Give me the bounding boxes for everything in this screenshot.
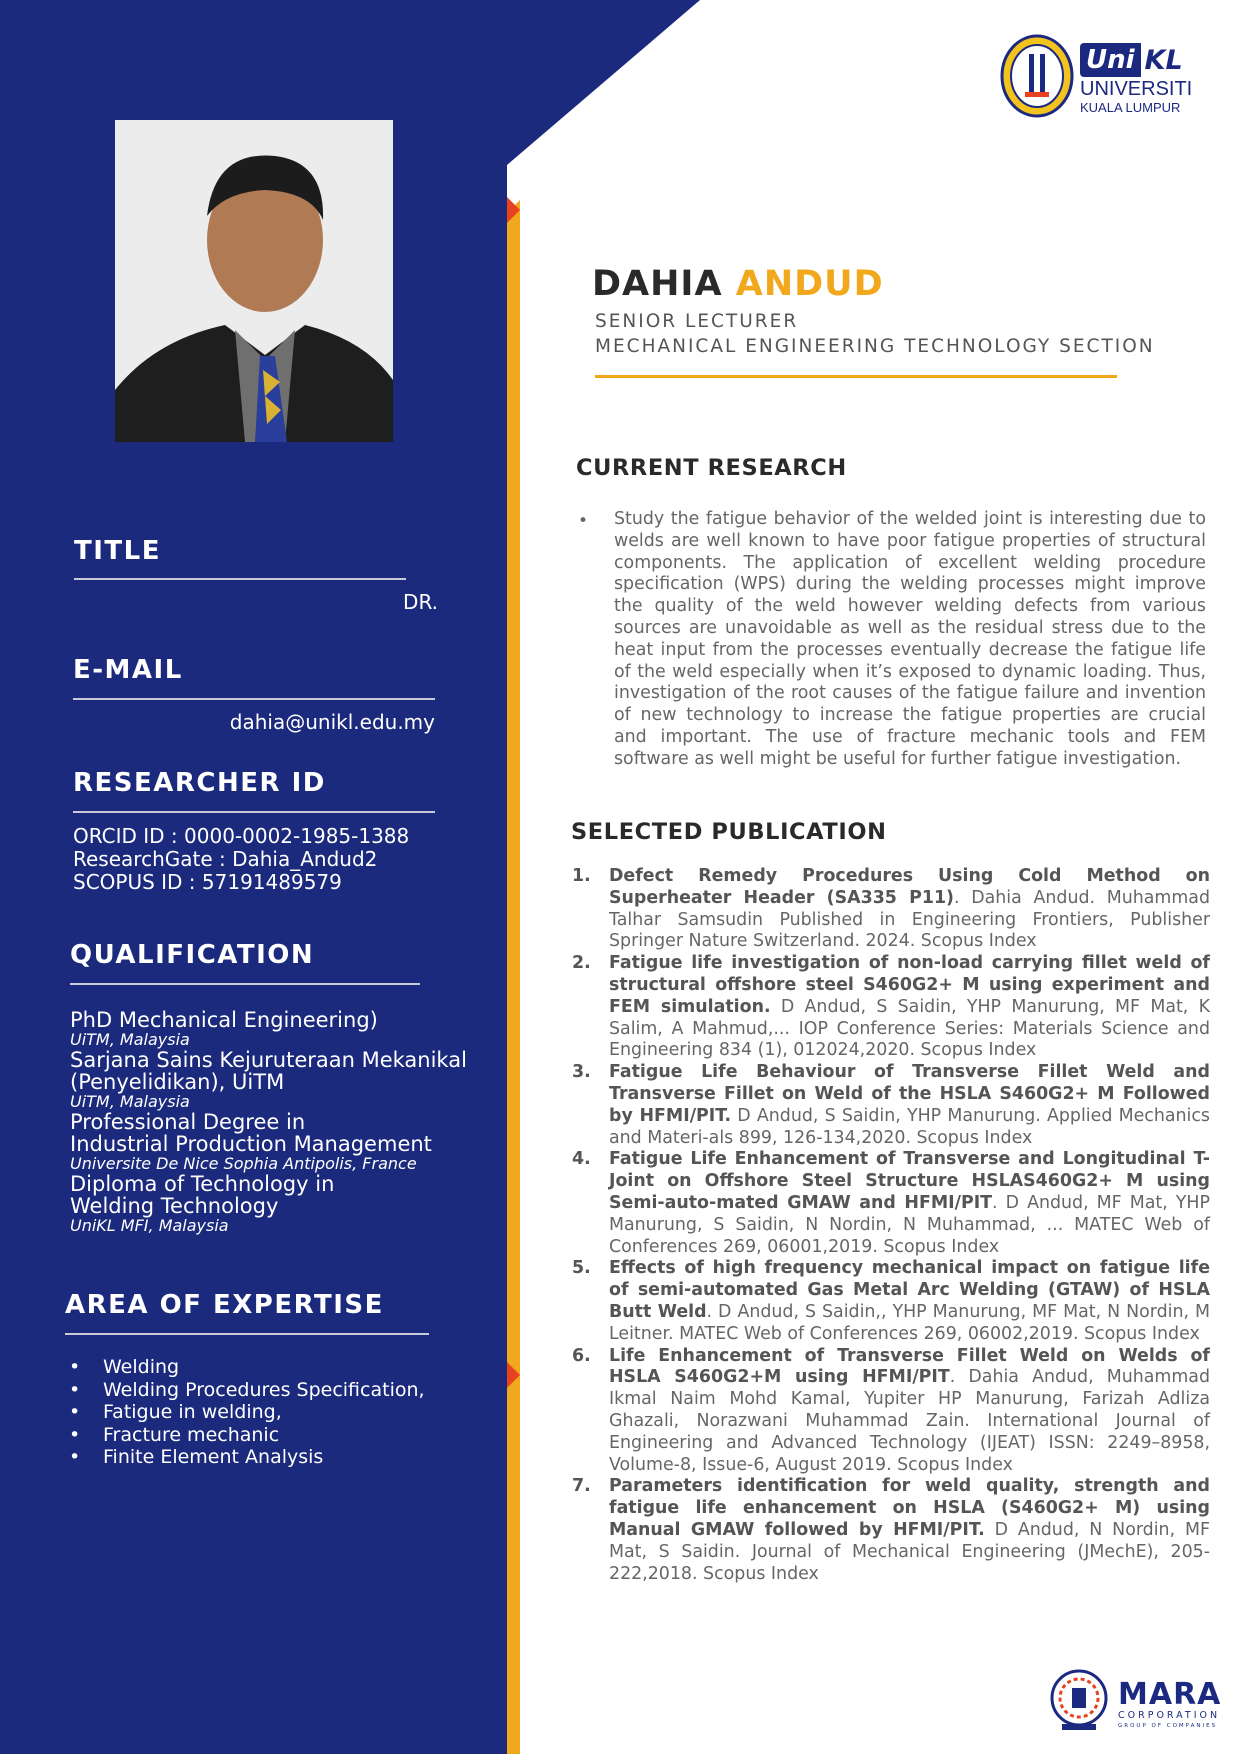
brand-kl: KL — [1144, 44, 1183, 76]
qualification-degree: (Penyelidikan), UiTM — [70, 1070, 285, 1094]
expertise-list — [67, 1356, 467, 1469]
qualification-heading: QUALIFICATION — [70, 940, 315, 970]
mara-logo — [1118, 1677, 1222, 1730]
brand-uni: Uni — [1080, 43, 1141, 77]
publication-number: 5. — [572, 1258, 591, 1279]
researcher-id-divider — [73, 811, 435, 813]
title-heading: TITLE — [74, 536, 161, 566]
publication-number: 4. — [572, 1149, 591, 1170]
name-divider — [595, 375, 1117, 378]
bullet-icon: • — [578, 511, 589, 531]
publication-list — [572, 866, 1210, 1585]
publication-item — [572, 1476, 1210, 1585]
title-divider — [74, 578, 406, 580]
section-name: MECHANICAL ENGINEERING TECHNOLOGY SECTION — [595, 336, 1155, 357]
qualification-degree: Welding Technology — [70, 1194, 279, 1218]
last-name: ANDUD — [735, 264, 884, 304]
publication-details: . Dahia Andud, Muhammad Ikmal Naim Mohd Kamal, Yupiter HP Manurung, Farizah Adliza Ghazali, Norazwani Muhammad Zain. International Journal of Engineering and Advanced Technology (IJEAT) ISSN: 2249–8958, Volume-8, Issue-6, August 2019. Scopus Index — [609, 1367, 1210, 1475]
profile-name — [592, 264, 884, 304]
brand-line1: UNIVERSITI — [1080, 78, 1193, 100]
publication-details: . D Andud, MF Mat, YHP Manurung, S Saidin, N Nordin, N Muhammad, ... MATEC Web of Conferences 269, 06001,2019. Scopus Index — [609, 1192, 1210, 1257]
publication-item — [572, 1258, 1210, 1345]
researchgate-id: ResearchGate : Dahia_Andud2 — [73, 847, 378, 871]
current-research-heading: CURRENT RESEARCH — [576, 455, 847, 481]
publication-item — [572, 1062, 1210, 1149]
qualification-item — [70, 1173, 490, 1235]
qualification-item — [70, 1049, 490, 1111]
qualification-divider — [70, 983, 420, 985]
scopus-id: SCOPUS ID : 57191489579 — [73, 870, 342, 894]
publication-details: . D Andud, S Saidin,, YHP Manurung, MF Mat, N Nordin, M Leitner. MATEC Web of Conferences 269, 06002,2019. Scopus Index — [609, 1301, 1210, 1344]
qualification-institution: UiTM, Malaysia — [70, 1030, 190, 1049]
mara-brand: MARA — [1118, 1677, 1222, 1712]
qualification-item — [70, 1111, 490, 1173]
publication-item — [572, 866, 1210, 953]
unikl-seal-icon — [1000, 34, 1074, 118]
publication-number: 1. — [572, 866, 591, 886]
publication-number: 6. — [572, 1345, 591, 1366]
publication-title: Fatigue Life Enhancement of Transverse and Longitudinal T-Joint on Offshore Steel Structure HSLAS460G2+ M using Semi-auto-mated GMAW and HFMI/PIT — [609, 1149, 1210, 1213]
publication-number: 7. — [572, 1476, 591, 1497]
title-value: DR. — [403, 590, 438, 614]
qualification-institution: UiTM, Malaysia — [70, 1092, 190, 1111]
mara-sub2: GROUP OF COMPANIES — [1118, 1723, 1218, 1729]
publication-details: D Andud, S Saidin, YHP Manurung, MF Mat, K Salim, A Mahmud,... IOP Conference Series: Materials Science and Engineering 834 (1), 012024,2020. Scopus Index — [609, 996, 1211, 1061]
publication-title: Defect Remedy Procedures Using Cold Method on Superheater Header (SA335 P11) — [609, 866, 1210, 908]
selected-publication-heading: SELECTED PUBLICATION — [571, 819, 887, 845]
publication-item — [572, 1149, 1210, 1258]
expertise-item: • Finite Element Analysis — [67, 1446, 467, 1469]
qualification-institution: Universite De Nice Sophia Antipolis, France — [70, 1154, 417, 1173]
qualification-item — [70, 1009, 490, 1049]
majlis-amanah-rakyat-seal-icon — [1050, 1668, 1108, 1734]
mara-sub1: CORPORATION — [1118, 1710, 1221, 1721]
position-title: SENIOR LECTURER — [595, 311, 799, 332]
qualification-degree: Industrial Production Management — [70, 1132, 432, 1156]
publication-details: D Andud, S Saidin, YHP Manurung. Applied Mechanics and Materi-als 899, 126-134,2020. Scopus Index — [609, 1105, 1210, 1148]
expertise-item: • Welding — [67, 1356, 467, 1379]
researcher-id-heading: RESEARCHER ID — [73, 768, 326, 798]
publication-title: Effects of high frequency mechanical impact on fatigue life of semi-automated Gas Metal Arc Welding (GTAW) of HSLA Butt Weld — [609, 1258, 1210, 1322]
qualification-institution: UniKL MFI, Malaysia — [70, 1216, 229, 1235]
researcher-id-list — [73, 825, 409, 894]
expertise-item: • Fracture mechanic — [67, 1424, 467, 1447]
expertise-heading: AREA OF EXPERTISE — [65, 1290, 384, 1320]
publication-details: . Dahia Andud. Muhammad Talhar Samsudin Published in Engineering Frontiers, Publisher Springer Nature Switzerland. 2024. Scopus Index — [609, 887, 1210, 952]
publication-number: 3. — [572, 1062, 591, 1083]
publication-title: Fatigue Life Behaviour of Transverse Fillet Weld and Transverse Fillet on Weld of the HSLA S460G2+ M Followed by HFMI/PIT. — [609, 1062, 1210, 1126]
current-research-text: Study the fatigue behavior of the welded joint is interesting due to welds are well known to have poor fatigue properties of structural components. The application of excellent welding procedure specification (WPS) during the welding processes might improve the quality of the weld however welding defects from various sources are unavoidable as well as the residual stress due to the heat input from the processes eventually decrease the fatigue life of the weld especially when it’s exposed to dynamic loading. Thus, investigation of the root causes of the fatigue failure and invention of new technology to increase the fatigue properties are crucial and important. The use of fracture mechanic tools and FEM software as well might be useful for further fatigue investigation. — [614, 509, 1206, 769]
publication-item — [572, 953, 1210, 1062]
qualification-degree: Sarjana Sains Kejuruteraan Mekanikal — [70, 1048, 467, 1072]
profile-photo — [115, 120, 393, 442]
qualification-degree: PhD Mechanical Engineering) — [70, 1008, 378, 1032]
publication-details: D Andud, N Nordin, MF Mat, S Saidin. Journal of Mechanical Engineering (JMechE), 205-222,2018. Scopus Index — [609, 1519, 1210, 1584]
publication-item — [572, 1346, 1210, 1477]
qualification-list — [70, 1009, 490, 1235]
expertise-item: • Fatigue in welding, — [67, 1401, 467, 1424]
email-heading: E-MAIL — [73, 655, 183, 685]
publication-title: Fatigue life investigation of non-load carrying fillet weld of structural offshore steel S460G2+ M using experiment and FEM simulation. — [609, 953, 1210, 1017]
publication-number: 2. — [572, 953, 591, 974]
email-divider — [73, 698, 435, 700]
publication-title: Parameters identification for weld quality, strength and fatigue life enhancement on HSLA (S460G2+ M) using Manual GMAW followed by HFMI/PIT. — [609, 1476, 1210, 1540]
qualification-degree: Professional Degree in — [70, 1110, 306, 1134]
publication-title: Life Enhancement of Transverse Fillet Weld on Welds of HSLA S460G2+M using HFMI/PIT — [609, 1345, 1210, 1388]
expertise-divider — [65, 1333, 429, 1335]
orcid-id: ORCID ID : 0000-0002-1985-1388 — [73, 824, 410, 848]
first-name: DAHIA — [592, 264, 723, 304]
person-silhouette-icon — [115, 120, 393, 442]
brand-line2: KUALA LUMPUR — [1080, 100, 1181, 115]
email-value: dahia@unikl.edu.my — [229, 710, 435, 734]
unikl-logo — [1000, 34, 1200, 124]
qualification-degree: Diploma of Technology in — [70, 1172, 335, 1196]
expertise-item: • Welding Procedures Specification, — [67, 1379, 467, 1402]
